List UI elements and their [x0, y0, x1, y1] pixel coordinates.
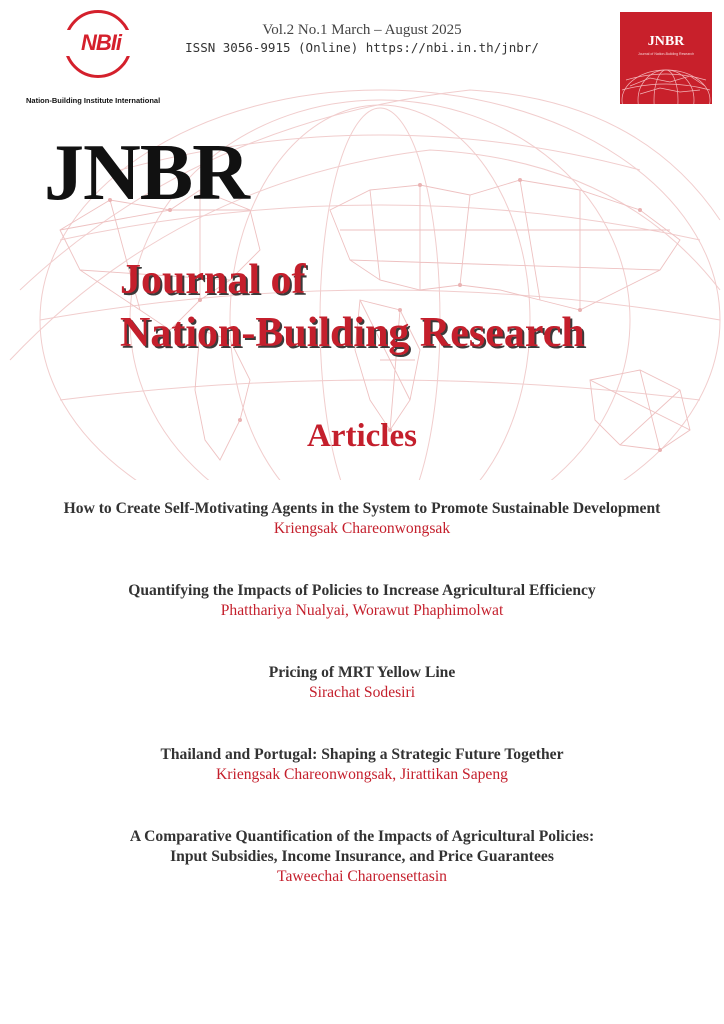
nbi-logo-text: NBIi [62, 30, 140, 56]
thumbnail-subtitle: Journal of Nation-Building Research [637, 52, 695, 56]
nbi-logo-caption: Nation-Building Institute International [26, 96, 161, 105]
article-title: Thailand and Portugal: Shaping a Strategic Future Together [160, 746, 564, 763]
journal-title-line-2: Nation-Building Research [120, 310, 585, 356]
article-authors: Phatthariya Nualyai, Worawut Phaphimolwat [220, 602, 504, 619]
journal-full-title [120, 254, 585, 360]
article-authors: Taweechai Charoensettasin [277, 868, 447, 885]
article-authors: Sirachat Sodesiri [308, 684, 416, 701]
article-title-line-1: A Comparative Quantification of the Impacts of Agricultural Policies: [129, 828, 595, 845]
issn-url: ISSN 3056-9915 (Online) https://nbi.in.th/jnbr/ [185, 40, 539, 55]
article-title-line-2: Input Subsidies, Income Insurance, and Price Guarantees [170, 848, 554, 865]
thumbnail-globe-icon [620, 60, 712, 104]
articles-heading: Articles [307, 418, 417, 454]
article-item [0, 581, 724, 621]
article-item [0, 499, 724, 539]
article-title: Quantifying the Impacts of Policies to Increase Agricultural Efficiency [128, 582, 596, 599]
article-title: Pricing of MRT Yellow Line [268, 664, 456, 681]
issue-info: Vol.2 No.1 March – August 2025 [262, 22, 462, 38]
article-authors: Kriengsak Chareonwongsak, Jirattikan Sapeng [216, 766, 508, 783]
article-title: How to Create Self-Motivating Agents in the System to Promote Sustainable Development [63, 500, 661, 517]
article-item [0, 827, 724, 887]
journal-title-line-1: Journal of [120, 257, 306, 303]
cover-thumbnail [620, 12, 712, 104]
journal-abbreviation: JNBR [44, 129, 249, 217]
article-authors: Kriengsak Chareonwongsak [273, 520, 451, 537]
thumbnail-title: JNBR [647, 34, 685, 49]
article-item [0, 663, 724, 703]
article-item [0, 745, 724, 785]
